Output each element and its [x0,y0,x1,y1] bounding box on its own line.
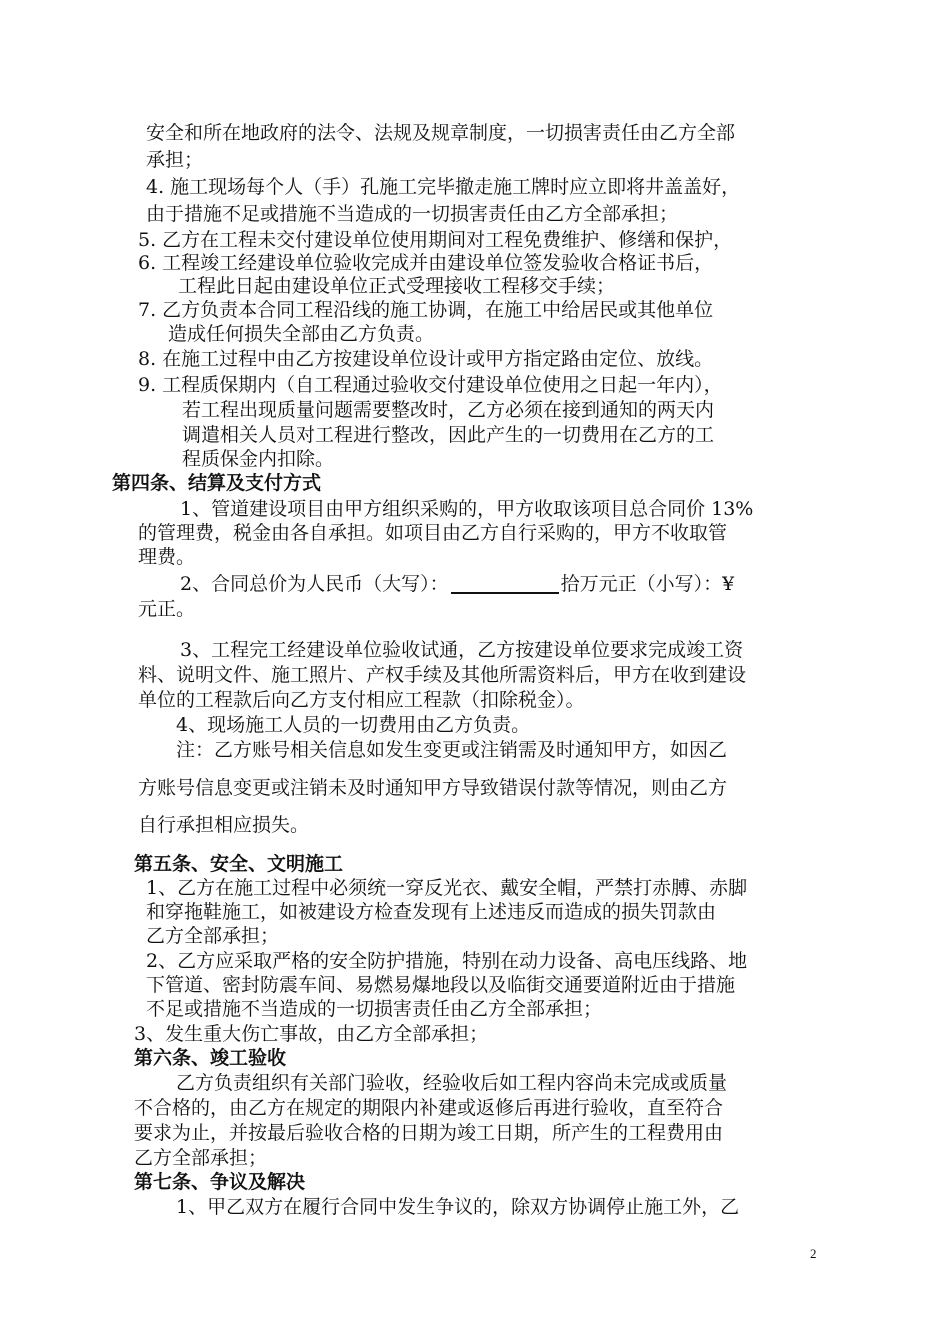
page-number: 2 [810,1246,817,1261]
text-line: 1、甲乙双方在履行合同中发生争议的，除双方协调停止施工外，乙 [176,1196,740,1218]
text-line: 下管道、密封防震车间、易燃易爆地段以及临街交通要道附近由于措施 [146,974,736,996]
text-line: 2、乙方应采取严格的安全防护措施，特别在动力设备、高电压线路、地 [146,950,748,972]
section-heading-article-6: 第六条、竣工验收 [134,1047,287,1069]
contract-price-label: 2、合同总价为人民币（大写）： [180,573,449,595]
text-line: 安全和所在地政府的法令、法规及规章制度，一切损害责任由乙方全部 [146,122,736,144]
text-line: 造成任何损失全部由乙方负责。 [168,323,435,345]
text-line: 料、说明文件、施工照片、产权手续及其他所需资料后，甲方在收到建设 [138,664,747,686]
contract-price-label-2: 拾万元正（小写）：¥ [560,573,735,595]
text-line: 工程此日起由建设单位正式受理接收工程移交手续； [178,275,616,297]
text-line: 要求为止，并按最后验收合格的日期为竣工日期，所产生的工程费用由 [134,1122,724,1144]
list-item-5: 5. 乙方在工程未交付建设单位使用期间对工程免费维护、修缮和保护， [138,229,733,251]
list-item-8: 8. 在施工过程中由乙方按建设单位设计或甲方指定路由定位、放线。 [138,348,714,370]
text-line: 的管理费，税金由各自承担。如项目由乙方自行采购的，甲方不收取管 [138,522,728,544]
text-line: 乙方全部承担； [146,925,280,947]
text-line: 乙方负责组织有关部门验收，经验收后如工程内容尚未完成或质量 [176,1072,728,1094]
section-heading-article-7: 第七条、争议及解决 [134,1171,306,1193]
amount-blank[interactable] [451,574,559,594]
text-line: 元正。 [138,598,196,620]
text-line: 方账号信息变更或注销未及时通知甲方导致错误付款等情况，则由乙方 [138,777,728,799]
list-item-7: 7. 乙方负责本合同工程沿线的施工协调，在施工中给居民或其他单位 [138,299,714,321]
contract-price-line [180,572,734,596]
text-line: 和穿拖鞋施工，如被建设方检查发现有上述违反而造成的损失罚款由 [146,901,717,923]
text-line: 程质保金内扣除。 [182,448,335,470]
text-line: 由于措施不足或措施不当造成的一切损害责任由乙方全部承担； [146,203,679,225]
list-item-6: 6. 工程竣工经建设单位验收完成并由建设单位签发验收合格证书后， [138,252,714,274]
text-line: 调遣相关人员对工程进行整改，因此产生的一切费用在乙方的工 [182,424,715,446]
text-line: 3、工程完工经建设单位验收试通，乙方按建设单位要求完成竣工资 [180,639,744,661]
section-heading-article-5: 第五条、安全、文明施工 [134,853,344,875]
list-item-9: 9. 工程质保期内（自工程通过验收交付建设单位使用之日起一年内）， [138,374,723,396]
text-line: 4、现场施工人员的一切费用由乙方负责。 [176,714,531,736]
text-line: 承担； [146,149,204,171]
note-line: 注：乙方账号相关信息如发生变更或注销需及时通知甲方，如因乙 [176,739,728,761]
text-line: 理费。 [138,546,196,568]
text-line: 自行承担相应损失。 [138,814,310,836]
text-line: 3、发生重大伤亡事故，由乙方全部承担； [134,1023,489,1045]
section-heading-article-4: 第四条、结算及支付方式 [112,472,322,494]
text-line: 不足或措施不当造成的一切损害责任由乙方全部承担； [146,998,603,1020]
text-line: 1、管道建设项目由甲方组织采购的，甲方收取该项目总合同价 13% [180,498,754,520]
list-item-4: 4. 施工现场每个人（手）孔施工完毕撤走施工牌时应立即将井盖盖好， [146,176,741,198]
text-line: 若工程出现质量问题需要整改时，乙方必须在接到通知的两天内 [182,399,715,421]
text-line: 乙方全部承担； [134,1147,268,1169]
text-line: 单位的工程款后向乙方支付相应工程款（扣除税金）。 [138,689,585,711]
text-line: 不合格的，由乙方在规定的期限内补建或返修后再进行验收，直至符合 [134,1097,724,1119]
text-line: 1、乙方在施工过程中必须统一穿反光衣、戴安全帽，严禁打赤膊、赤脚 [146,877,748,899]
